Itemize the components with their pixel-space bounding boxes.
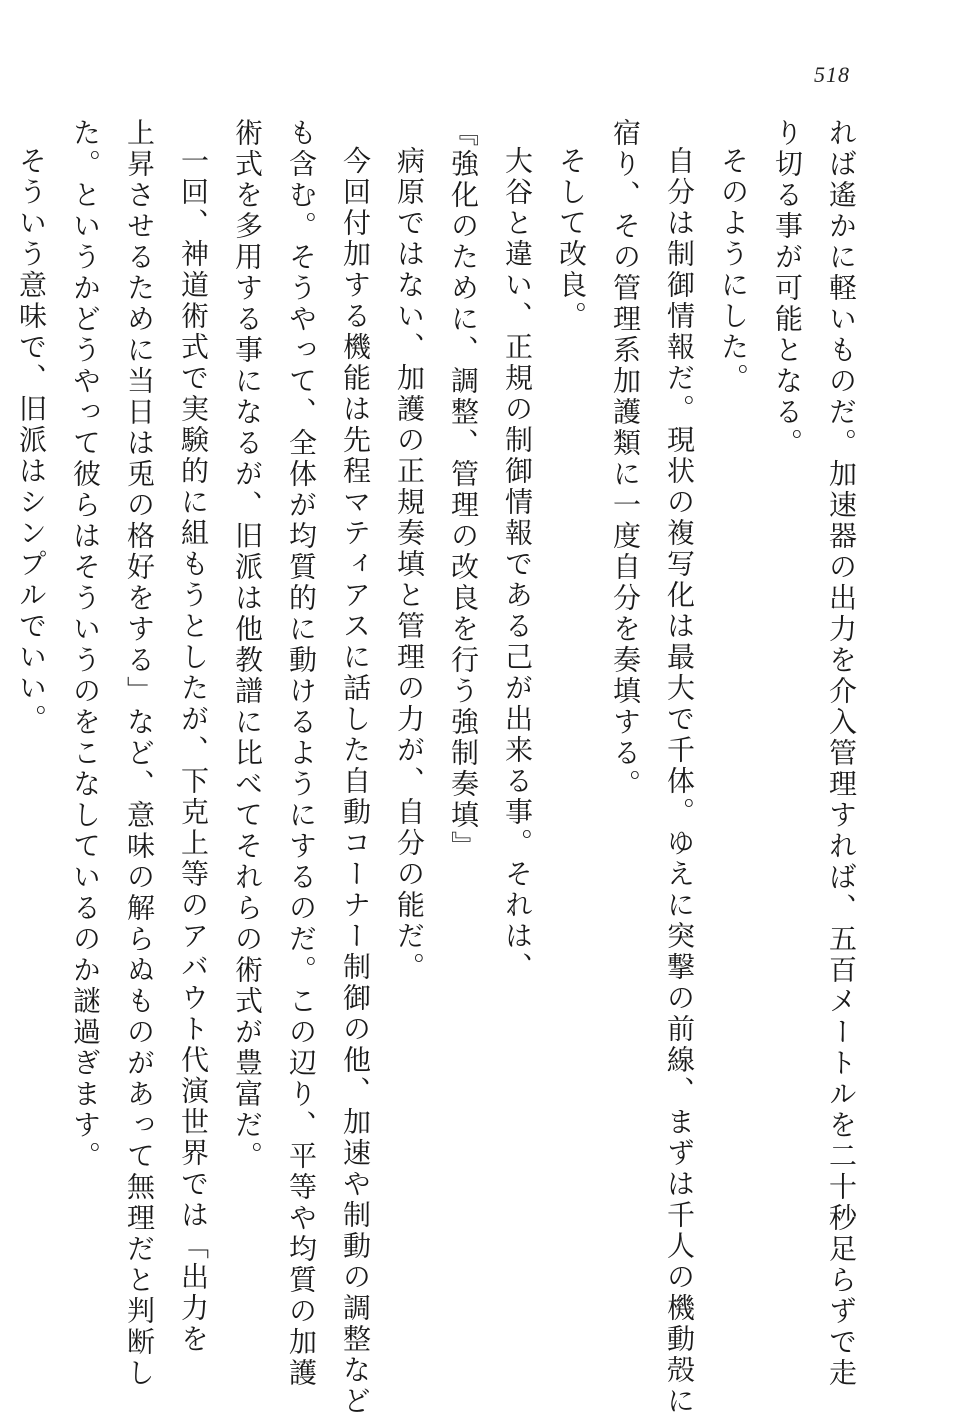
text-line: 自分は制御情報だ。現状の複写化は最大で千体。ゆえに突撃の前線、まずは千人の機動殻に [663,146,696,1417]
text-line: れば遙かに軽いものだ。加速器の出力を介入管理すれば、五百メートルを二十秒足らずで走 [825,118,858,1389]
text-line: 今回付加する機能は先程マティアスに話した自動コーナー制御の他、加速や制動の調整など [339,146,372,1417]
page-number: 518 [814,62,850,87]
text-line: 『強化のために、調整、管理の改良を行う強制奏填』 [447,118,480,862]
text-line: そのようにした。 [717,146,750,394]
text-line: た。というかどうやって彼らはそういうのをこなしているのか謎過ぎます。 [69,118,102,1172]
text-line: り切る事が可能となる。 [771,118,804,459]
text-line: も含む。そうやって、全体が均質的に動けるようにするのだ。この辺り、平等や均質の加護 [285,118,318,1389]
text-line: そういう意味で、旧派はシンプルでいい。 [15,146,48,735]
text-line: 術式を多用する事になるが、旧派は他教譜に比べてそれらの術式が豊富だ。 [231,118,264,1172]
body-text [15,118,868,1417]
text-line: 大谷と違い、正規の制御情報である己が出来る事。それは、 [501,146,534,983]
text-line: そして改良。 [555,146,588,332]
text-line: 一回、神道術式で実験的に組もうとしたが、下克上等のアバウト代演世界では「出力を [177,146,210,1355]
text-line: 上昇させるために当日は兎の格好をする」など、意味の解らぬものがあって無理だと判断し [123,118,156,1389]
text-line: 病原ではない、加護の正規奏填と管理の力が、自分の能だ。 [393,146,426,983]
text-line: 宿り、その管理系加護類に一度自分を奏填する。 [609,118,642,800]
